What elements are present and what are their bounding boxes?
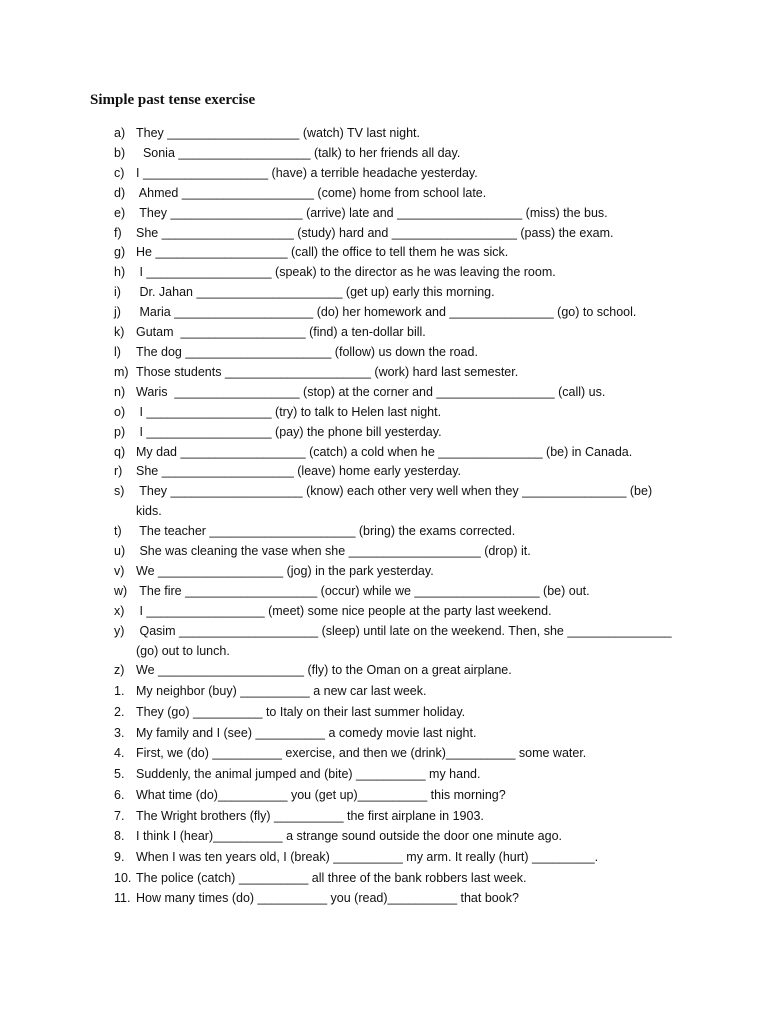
item-marker: 4. <box>114 746 125 761</box>
item-marker: 7. <box>114 808 125 823</box>
numbered-exercise-item <box>114 847 694 868</box>
item-sentence: Maria ____________________ (do) her homework and _______________ (go) to school. <box>136 305 637 320</box>
item-sentence: Waris __________________ (stop) at the corner and _________________ (call) us. <box>136 384 606 399</box>
item-marker: 6. <box>114 787 125 802</box>
lettered-exercise-item <box>114 562 694 582</box>
item-marker: o) <box>114 404 126 419</box>
numbered-exercise-item <box>114 785 694 806</box>
item-sentence: They ___________________ (arrive) late and __________________ (miss) the bus. <box>136 205 608 220</box>
item-sentence: I __________________ (pay) the phone bill yesterday. <box>136 424 442 439</box>
item-sentence: He ___________________ (call) the office to tell them he was sick. <box>136 245 509 260</box>
lettered-exercise-item <box>114 443 694 463</box>
item-marker: 2. <box>114 705 125 720</box>
item-sentence: I __________________ (have) a terrible headache yesterday. <box>136 165 478 180</box>
item-marker: 11. <box>114 891 131 906</box>
item-marker: n) <box>114 384 126 399</box>
numbered-exercise-item <box>114 723 694 744</box>
lettered-exercise-item <box>114 303 694 323</box>
item-marker: z) <box>114 663 125 678</box>
item-sentence: Suddenly, the animal jumped and (bite) __________ my hand. <box>136 767 481 782</box>
item-sentence: Sonia ___________________ (talk) to her friends all day. <box>136 145 461 160</box>
item-marker: x) <box>114 603 125 618</box>
item-sentence: We __________________ (jog) in the park yesterday. <box>136 563 434 578</box>
lettered-exercise-item <box>114 462 694 482</box>
item-marker: b) <box>114 145 126 160</box>
item-sentence: They ___________________ (watch) TV last night. <box>136 126 420 140</box>
item-marker: m) <box>114 364 129 379</box>
item-marker: u) <box>114 544 126 559</box>
numbered-exercise-item <box>114 681 694 702</box>
item-marker: r) <box>114 464 123 479</box>
lettered-exercise-item <box>114 383 694 403</box>
item-marker: 8. <box>114 829 125 844</box>
item-marker: i) <box>114 285 121 300</box>
numbered-exercise-item <box>114 743 694 764</box>
item-marker: h) <box>114 265 126 280</box>
item-sentence: I think I (hear)__________ a strange sound outside the door one minute ago. <box>136 829 562 844</box>
item-sentence: They ___________________ (know) each other very well when they _______________ (be) <box>136 484 653 499</box>
item-sentence-continuation: (go) out to lunch. <box>136 643 230 658</box>
exercise-list <box>114 124 694 909</box>
lettered-exercise-item <box>114 263 694 283</box>
item-sentence: They (go) __________ to Italy on their last summer holiday. <box>136 705 466 720</box>
lettered-exercise-item <box>114 661 694 681</box>
item-sentence: I _________________ (meet) some nice people at the party last weekend. <box>136 603 552 618</box>
item-marker: v) <box>114 563 125 578</box>
lettered-exercise-item <box>114 423 694 443</box>
lettered-exercise-item <box>114 224 694 244</box>
item-marker: e) <box>114 205 126 220</box>
item-sentence: I __________________ (try) to talk to Helen last night. <box>136 404 442 419</box>
lettered-exercise-item <box>114 144 694 164</box>
item-marker: k) <box>114 325 125 340</box>
lettered-exercise-item <box>114 164 694 184</box>
item-marker: 1. <box>114 684 125 699</box>
item-marker: a) <box>114 126 126 140</box>
lettered-exercise-item <box>114 283 694 303</box>
item-sentence: Dr. Jahan _____________________ (get up) early this morning. <box>136 285 495 300</box>
numbered-exercise-item <box>114 868 694 889</box>
item-sentence: The dog _____________________ (follow) us down the road. <box>136 344 478 359</box>
item-marker: 9. <box>114 850 125 864</box>
item-sentence: My family and I (see) __________ a comedy movie last night. <box>136 725 477 740</box>
item-marker: c) <box>114 165 125 180</box>
item-marker: 10. <box>114 870 132 885</box>
lettered-exercise-item <box>114 582 694 602</box>
lettered-exercise-item <box>114 124 694 144</box>
item-sentence: She ___________________ (leave) home early yesterday. <box>136 464 461 479</box>
lettered-exercise-item <box>114 204 694 224</box>
lettered-exercise-item <box>114 184 694 204</box>
numbered-exercise-item <box>114 806 694 827</box>
lettered-exercise-item <box>114 522 694 542</box>
item-marker: t) <box>114 524 122 539</box>
lettered-exercise-item <box>114 363 694 383</box>
item-marker: f) <box>114 225 122 240</box>
lettered-exercise-item <box>114 323 694 343</box>
lettered-exercise-item <box>114 602 694 622</box>
item-marker: l) <box>114 344 121 359</box>
item-sentence: Ahmed ___________________ (come) home from school late. <box>136 185 487 200</box>
item-sentence: How many times (do) __________ you (read)__________ that book? <box>136 891 519 906</box>
item-marker: p) <box>114 424 126 439</box>
item-sentence: The police (catch) __________ all three of the bank robbers last week. <box>136 870 527 885</box>
item-sentence: First, we (do) __________ exercise, and then we (drink)__________ some water. <box>136 746 587 761</box>
lettered-exercise-item <box>114 542 694 562</box>
lettered-exercise-item <box>114 482 694 502</box>
item-marker: g) <box>114 245 126 260</box>
item-marker: d) <box>114 185 126 200</box>
item-sentence: My neighbor (buy) __________ a new car last week. <box>136 684 427 699</box>
numbered-exercise-item <box>114 764 694 785</box>
item-sentence: The teacher _____________________ (bring) the exams corrected. <box>136 524 516 539</box>
item-sentence: Gutam __________________ (find) a ten-dollar bill. <box>136 325 426 340</box>
item-marker: w) <box>114 583 128 598</box>
item-sentence: My dad __________________ (catch) a cold when he _______________ (be) in Canada. <box>136 444 633 459</box>
item-sentence: What time (do)__________ you (get up)__________ this morning? <box>136 787 506 802</box>
item-sentence: Qasim ____________________ (sleep) until late on the weekend. Then, she _______________ <box>136 623 672 638</box>
item-sentence: We _____________________ (fly) to the Oman on a great airplane. <box>136 663 512 678</box>
page-title: Simple past tense exercise <box>90 92 256 108</box>
numbered-exercise-item <box>114 702 694 723</box>
numbered-exercise-item <box>114 826 694 847</box>
item-sentence: She was cleaning the vase when she ___________________ (drop) it. <box>136 544 531 559</box>
item-sentence: When I was ten years old, I (break) __________ my arm. It really (hurt) _________. <box>136 850 599 864</box>
item-sentence: The Wright brothers (fly) __________ the first airplane in 1903. <box>136 808 484 823</box>
lettered-exercise-item <box>114 243 694 263</box>
item-sentence: I __________________ (speak) to the director as he was leaving the room. <box>136 265 556 280</box>
item-sentence: She ___________________ (study) hard and __________________ (pass) the exam. <box>136 225 614 240</box>
lettered-exercise-item <box>114 403 694 423</box>
item-marker: y) <box>114 623 125 638</box>
lettered-exercise-item <box>114 622 694 642</box>
item-marker: s) <box>114 484 125 499</box>
item-sentence: Those students _____________________ (work) hard last semester. <box>136 364 519 379</box>
item-sentence-continuation: kids. <box>136 504 162 519</box>
item-marker: j) <box>114 305 121 320</box>
item-sentence: The fire ___________________ (occur) while we __________________ (be) out. <box>136 583 590 598</box>
item-marker: 5. <box>114 767 125 782</box>
item-marker: 3. <box>114 725 125 740</box>
numbered-exercise-item <box>114 888 694 909</box>
item-marker: q) <box>114 444 126 459</box>
lettered-exercise-item <box>114 343 694 363</box>
